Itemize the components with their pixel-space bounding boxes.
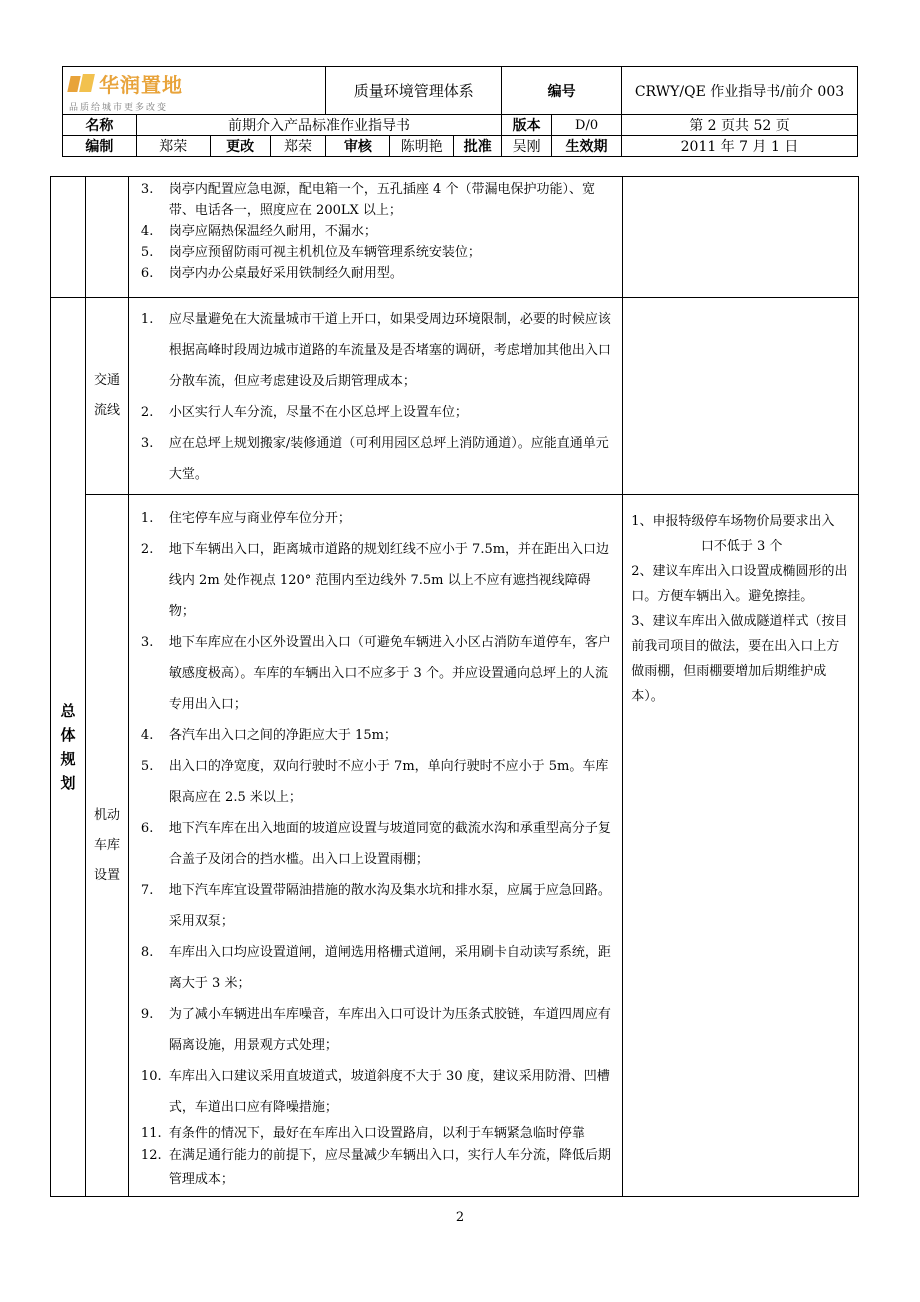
name-label: 名称 bbox=[63, 115, 137, 136]
list-item: 4. 岗亭应隔热保温经久耐用，不漏水； bbox=[140, 224, 377, 239]
list-item: 1. 应尽量避免在大流量城市干道上开口，如果受周边环境限制，必要的时候应该根据高峰时段周边城市道路的车流量及是否堵塞的调研，考虑增加其他出入口分散车流，但应考虑建设及后期管理成本； bbox=[140, 312, 611, 389]
list-item: 6. 地下汽车库在出入地面的坡道应设置与坡道同宽的截流水沟和承重型高分子复合盖子及闭合的挡水槛。出入口上设置雨棚； bbox=[140, 821, 611, 867]
list-item: 3. 岗亭内配置应急电源，配电箱一个，五孔插座 4 个（带漏电保护功能）、宽带、电话各一，照度应在 200LX 以上； bbox=[140, 182, 595, 218]
list-item: 2. 小区实行人车分流，尽量不在小区总坪上设置车位； bbox=[140, 405, 468, 420]
editor-label: 编制 bbox=[63, 136, 137, 157]
approver-label: 批准 bbox=[454, 136, 502, 157]
document-header bbox=[62, 66, 858, 157]
effective-label: 生效期 bbox=[552, 136, 622, 157]
note-2: 2、建议车库出入口设置成椭圆形的出口。方便车辆出入。避免擦挂。 bbox=[631, 564, 848, 604]
list-item: 8. 车库出入口均应设置道闸，道闸选用格栅式道闸，采用刷卡自动读写系统，距离大于 3 米； bbox=[140, 945, 611, 991]
note-3: 3、建议车库出入做成隧道样式（按目前我司项目的做法，要在出入口上方做雨棚，但雨棚要增加后期维护成本）。 bbox=[631, 614, 848, 704]
empty-notes-cell bbox=[623, 298, 859, 495]
list-item: 5. 出入口的净宽度，双向行驶时不应小于 7m，单向行驶时不应小于 5m。车库限高应在 2.5 米以上； bbox=[140, 759, 609, 805]
changer-label: 更改 bbox=[210, 136, 270, 157]
list-item: 3. 应在总坪上规划搬家/装修通道（可利用园区总坪上消防通道）。应能直通单元大堂。 bbox=[140, 436, 609, 482]
kiosk-items bbox=[128, 177, 622, 298]
code-value: CRWY/QE 作业指导书/前介 003 bbox=[622, 67, 858, 115]
logo-mark-icon bbox=[69, 72, 95, 94]
note-1b: 口不低于 3 个 bbox=[700, 539, 783, 554]
version-label: 版本 bbox=[502, 115, 552, 136]
name-value: 前期介入产品标准作业指导书 bbox=[136, 115, 501, 136]
list-item: 11. 有条件的情况下，最好在车库出入口设置路肩，以利于车辆紧急临时停靠 bbox=[140, 1126, 585, 1141]
page-number: 2 bbox=[455, 1210, 465, 1225]
garage-items bbox=[128, 495, 622, 1197]
editor-value: 郑荣 bbox=[136, 136, 210, 157]
code-label: 编号 bbox=[502, 67, 622, 115]
approver-value: 吴刚 bbox=[502, 136, 552, 157]
list-item: 3. 地下车库应在小区外设置出入口（可避免车辆进入小区占消防车道停车，客户敏感度极高）。车库的车辆出入口不应多于 3 个。并应设置通向总坪上的人流专用出入口； bbox=[140, 635, 611, 712]
system-title: 质量环境管理体系 bbox=[326, 67, 502, 115]
company-logo bbox=[63, 67, 326, 115]
list-item: 10. 车库出入口建议采用直坡道式，坡道斜度不大于 30 度，建议采用防滑、凹槽式，车道出口应有降噪措施； bbox=[140, 1069, 610, 1115]
logo-slogan: 品质给城市更多改变 bbox=[69, 102, 169, 113]
list-item: 4. 各汽车出入口之间的净距应大于 15m； bbox=[140, 728, 397, 743]
garage-notes bbox=[623, 495, 859, 1197]
traffic-items bbox=[128, 298, 622, 495]
logo-name: 华润置地 bbox=[99, 72, 183, 97]
subcategory-traffic-flow: 交通 流线 bbox=[85, 298, 128, 495]
effective-value: 2011 年 7 月 1 日 bbox=[622, 136, 858, 157]
list-item: 1. 住宅停车应与商业停车位分开； bbox=[140, 511, 351, 526]
empty-category-cell bbox=[51, 177, 86, 298]
empty-notes-cell bbox=[623, 177, 859, 298]
page-info: 第 2 页共 52 页 bbox=[622, 115, 858, 136]
list-item: 2. 地下车辆出入口，距离城市道路的规划红线不应小于 7.5m，并在距出入口边线内 2m 处作视点 120° 范围内至边线外 7.5m 以上不应有遮挡视线障碍物； bbox=[140, 542, 610, 619]
empty-subcategory-cell bbox=[85, 177, 128, 298]
content-table bbox=[50, 176, 859, 1197]
subcategory-garage-setup: 机动 车库 设置 bbox=[85, 495, 128, 1197]
category-overall-planning: 总体规划 bbox=[51, 298, 86, 1197]
reviewer-value: 陈明艳 bbox=[390, 136, 454, 157]
note-1a: 1、申报特级停车场物价局要求出入 bbox=[631, 514, 835, 529]
version-value: D/0 bbox=[552, 115, 622, 136]
changer-value: 郑荣 bbox=[270, 136, 326, 157]
reviewer-label: 审核 bbox=[326, 136, 390, 157]
list-item: 7. 地下汽车库宜设置带隔油措施的散水沟及集水坑和排水泵，应属于应急回路。采用双泵； bbox=[140, 883, 611, 929]
list-item: 12. 在满足通行能力的前提下，应尽量减少车辆出入口，实行人车分流，降低后期管理成本； bbox=[140, 1148, 611, 1187]
list-item: 6. 岗亭内办公桌最好采用铁制经久耐用型。 bbox=[140, 266, 403, 281]
list-item: 5. 岗亭应预留防雨可视主机机位及车辆管理系统安装位； bbox=[140, 245, 481, 260]
list-item: 9. 为了减小车辆进出车库噪音，车库出入口可设计为压条式胶链，车道四周应有隔离设施，用景观方式处理； bbox=[140, 1007, 611, 1053]
